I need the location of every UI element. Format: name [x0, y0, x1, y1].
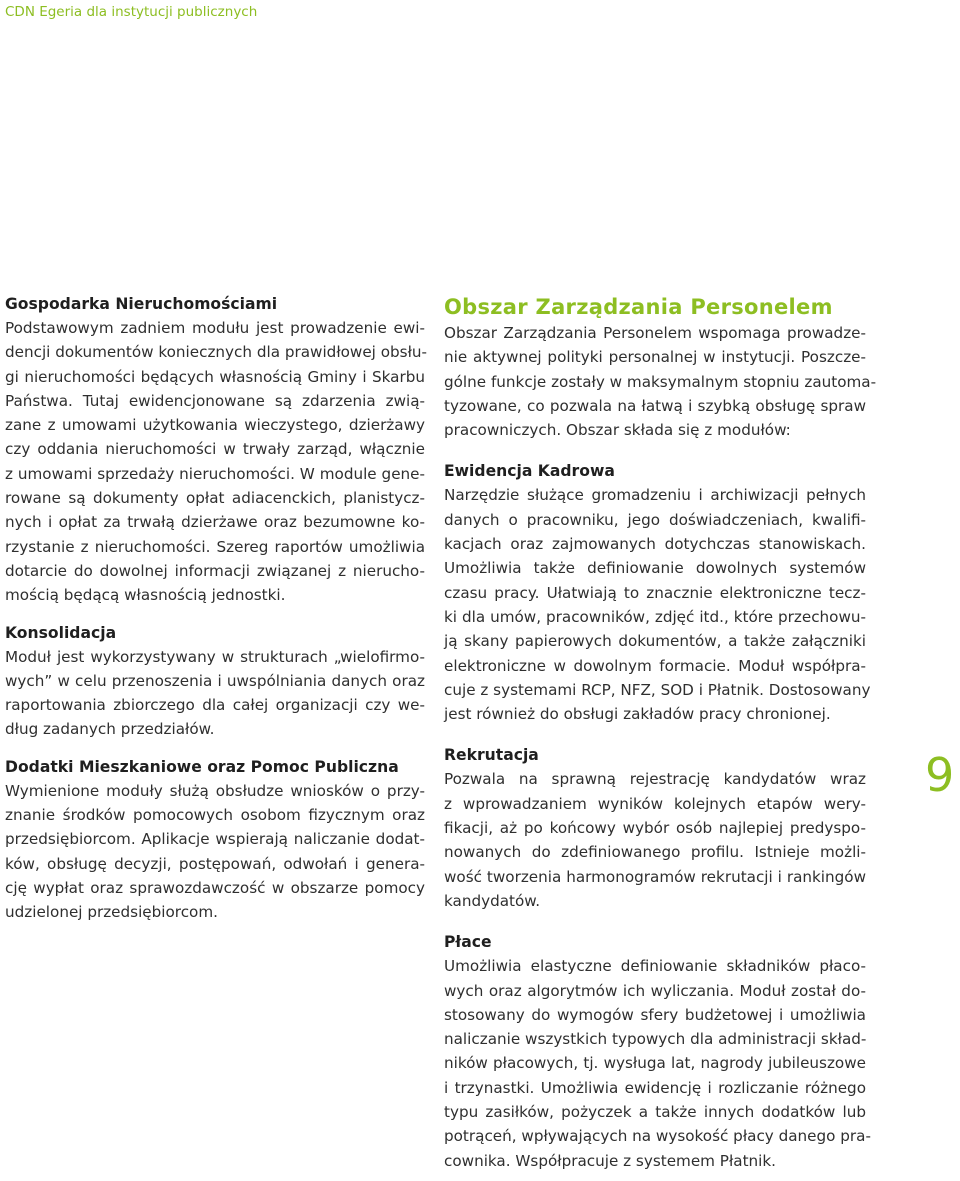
text-line: typu zasiłków, pożyczek a także innych dodatków lub — [444, 1103, 866, 1122]
text-line: znanie środków pomocowych osobom fizycznym oraz — [5, 806, 425, 825]
text-line: dług zadanych przedziałów. — [5, 720, 215, 739]
text-line: cję wypłat oraz sprawozdawczość w obszarze pomocy — [5, 878, 425, 897]
text-line: wych oraz algorytmów ich wyliczania. Moduł został do- — [444, 981, 866, 1000]
section-body-rekrutacja — [444, 767, 866, 913]
text-line: naliczanie wszystkich typowych dla administracji skład- — [444, 1030, 867, 1049]
text-line: Pozwala na sprawną rejestrację kandydatów wraz — [444, 770, 866, 789]
text-line: potrąceń, wpływających na wysokość płacy danego pra- — [444, 1127, 871, 1146]
text-line: danych o pracowniku, jego doświadczeniach, kwalifi- — [444, 510, 866, 529]
text-line: Narzędzie służące gromadzeniu i archiwizacji pełnych — [444, 486, 866, 505]
text-line: przedsiębiorcom. Aplikacje wspierają naliczanie dodat- — [5, 830, 425, 849]
text-line: jest również do obsługi zakładów pracy chronionej. — [444, 705, 831, 724]
text-line: kacjach oraz zajmowanych dotychczas stanowiskach. — [444, 535, 866, 554]
text-line: wych” w celu przenoszenia i uwspólniania danych oraz — [5, 671, 425, 690]
area-intro — [444, 321, 877, 442]
section-heading-place: Płace — [444, 933, 492, 952]
text-line: gólne funkcje zostały w maksymalnym stopniu zautoma- — [444, 372, 877, 391]
text-line: udzielonej przedsiębiorcom. — [5, 903, 218, 922]
running-head: CDN Egeria dla instytucji publicznych — [5, 4, 258, 20]
text-line: Umożliwia także definiowanie dowolnych systemów — [444, 559, 866, 578]
text-line: cuje z systemami RCP, NFZ, SOD i Płatnik. Dostosowany — [444, 680, 871, 699]
section-body-ewidencja — [444, 483, 871, 726]
text-line: dotarcie do dowolnej informacji związanej z nierucho- — [5, 561, 425, 580]
text-line: elektroniczne w dowolnym formacie. Moduł współpra- — [444, 656, 866, 675]
text-line: rzystanie z nieruchomości. Szereg raportów umożliwia — [5, 537, 425, 556]
section-heading-konsolidacja: Konsolidacja — [5, 623, 117, 642]
section-body-place — [444, 954, 871, 1173]
section-body-dodatki — [5, 779, 425, 925]
section-heading-rekrutacja: Rekrutacja — [444, 746, 539, 765]
text-line: Państwa. Tutaj ewidencjonowane są zdarzenia zwią- — [5, 391, 425, 410]
text-line: i trzynastki. Umożliwia ewidencję i rozliczanie różnego — [444, 1078, 866, 1097]
text-line: gi nieruchomości będących własnością Gminy i Skarbu — [5, 367, 425, 386]
text-line: Wymienione moduły służą obsłudze wniosków o przy- — [5, 781, 425, 800]
text-line: z umowami sprzedaży nieruchomości. W module gene- — [5, 464, 425, 483]
text-line: stosowany do wymogów sfery budżetowej i umożliwia — [444, 1005, 866, 1024]
right-column — [444, 293, 877, 1173]
text-line: nie aktywnej polityki personalnej w instytucji. Poszcze- — [444, 348, 866, 367]
text-line: dencji dokumentów koniecznych dla prawidłowej obsłu- — [5, 343, 428, 362]
text-line: ki dla umów, pracowników, zdjęć itd., które przechowu- — [444, 607, 866, 626]
page-number: 9 — [925, 748, 955, 802]
text-line: cownika. Współpracuje z systemem Płatnik. — [444, 1151, 777, 1170]
text-line: ków, obsługę decyzji, postępowań, odwołań i genera- — [5, 854, 425, 873]
text-line: kandydatów. — [444, 891, 541, 910]
text-line: rowane są dokumenty opłat adiacenckich, planistycz- — [5, 489, 425, 508]
text-line: Obszar Zarządzania Personelem wspomaga prowadze- — [444, 324, 866, 342]
text-line: Umożliwia elastyczne definiowanie składników płaco- — [444, 957, 866, 976]
section-heading-gospodarka: Gospodarka Nieruchomościami — [5, 295, 278, 313]
text-line: czasu pracy. Ułatwiają to znacznie elektroniczne tecz- — [444, 583, 866, 602]
left-column — [5, 293, 428, 925]
text-line: zane z umowami użytkowania wieczystego, dzierżawy — [5, 416, 425, 435]
text-line: z wprowadzaniem wyników kolejnych etapów wery- — [444, 794, 866, 813]
text-line: wość tworzenia harmonogramów rekrutacji i rankingów — [444, 867, 866, 886]
section-heading-dodatki: Dodatki Mieszkaniowe oraz Pomoc Publiczna — [5, 757, 399, 776]
text-line: Moduł jest wykorzystywany w strukturach „wielofirmo- — [5, 647, 425, 666]
text-line: raportowania zbiorczego dla całej organizacji czy we- — [5, 696, 425, 715]
area-title: Obszar Zarządzania Personelem — [444, 295, 833, 319]
text-line: Podstawowym zadniem modułu jest prowadzenie ewi- — [5, 319, 425, 337]
section-heading-ewidencja: Ewidencja Kadrowa — [444, 462, 615, 481]
text-line: tyzowane, co pozwala na łatwą i szybką obsługę spraw — [444, 396, 866, 415]
text-line: czy oddania nieruchomości w trwały zarząd, włącznie — [5, 440, 425, 459]
text-line: fikacji, aż po końcowy wybór osób najlepiej predyspo- — [444, 819, 866, 838]
text-line: pracowniczych. Obszar składa się z modułów: — [444, 421, 791, 440]
text-line: ników płacowych, tj. wysługa lat, nagrody jubileuszowe — [444, 1054, 866, 1073]
text-line: nowanych do zdefiniowanego profilu. Istnieje możli- — [444, 843, 866, 862]
text-line: ją skany papierowych dokumentów, a także załączniki — [444, 632, 866, 651]
text-line: mością będącą własnością jednostki. — [5, 586, 286, 605]
section-body-konsolidacja — [5, 645, 425, 742]
text-line: nych i opłat za trwałą dzierżawe oraz bezumowne ko- — [5, 513, 425, 532]
section-body-gospodarka — [5, 316, 428, 608]
